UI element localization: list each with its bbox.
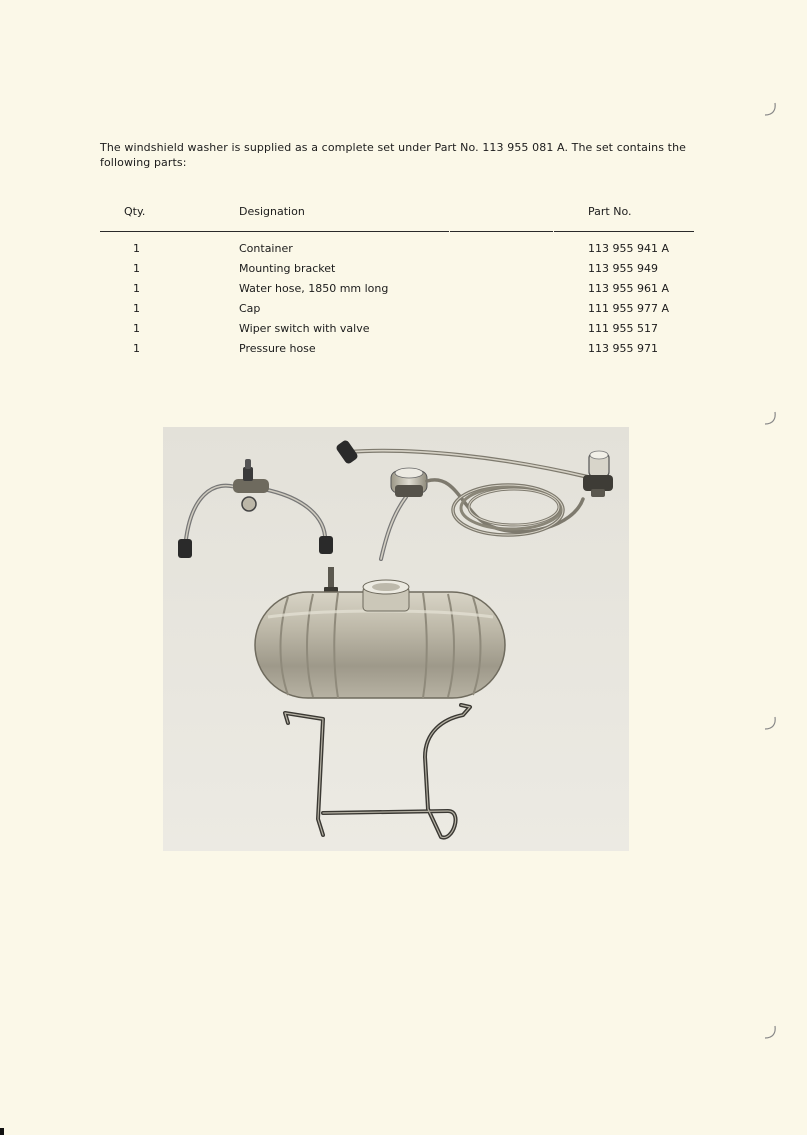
binder-hole-icon [763, 101, 777, 117]
header-designation: Designation [239, 205, 305, 218]
row-part-no: 111 955 977 A [588, 302, 670, 315]
washer-kit-illustration [163, 427, 629, 851]
row-designation: Pressure hose [239, 342, 316, 355]
row-designation: Mounting bracket [239, 262, 336, 275]
table-row [0, 342, 807, 362]
binder-hole-icon [763, 410, 777, 426]
row-qty: 1 [133, 282, 140, 295]
table-row [0, 262, 807, 282]
header-qty: Qty. [124, 205, 146, 218]
row-part-no: 113 955 971 [588, 342, 658, 355]
intro-paragraph: The windshield washer is supplied as a complete set under Part No. 113 955 081 A. The set contains the following parts: [100, 141, 687, 169]
row-part-no: 113 955 941 A [588, 242, 670, 255]
row-part-no: 113 955 961 A [588, 282, 670, 295]
row-part-no: 113 955 949 [588, 262, 658, 275]
parts-table-header [0, 205, 807, 221]
container-tank [255, 580, 505, 698]
row-qty: 1 [133, 302, 140, 315]
table-row [0, 282, 807, 302]
binder-hole-icon [763, 715, 777, 731]
row-qty: 1 [133, 342, 140, 355]
rule-gap [449, 229, 450, 233]
row-designation: Water hose, 1850 mm long [239, 282, 389, 295]
row-qty: 1 [133, 262, 140, 275]
binder-hole-icon [763, 1024, 777, 1040]
parts-table-body [0, 242, 807, 362]
table-row [0, 242, 807, 262]
row-designation: Wiper switch with valve [239, 322, 370, 335]
table-row [0, 322, 807, 342]
header-part-no: Part No. [588, 205, 632, 218]
rule-gap [553, 229, 554, 233]
row-qty: 1 [133, 322, 140, 335]
cap [391, 468, 427, 497]
row-part-no: 111 955 517 [588, 322, 658, 335]
table-row [0, 302, 807, 322]
row-designation: Cap [239, 302, 261, 315]
washer-kit-photo [163, 427, 629, 851]
table-rule [100, 231, 694, 232]
row-qty: 1 [133, 242, 140, 255]
row-designation: Container [239, 242, 293, 255]
scan-corner-mark [0, 1128, 4, 1135]
